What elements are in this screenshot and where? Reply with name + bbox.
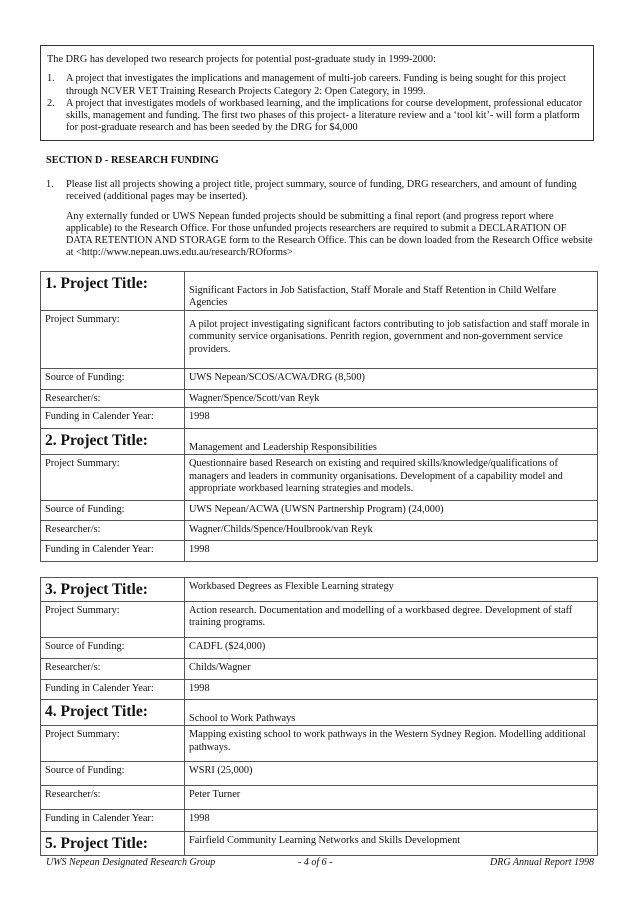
intro-list: [47, 73, 587, 134]
table-row: [41, 638, 598, 659]
year-label: Funding in Calender Year:: [41, 408, 185, 429]
project-summary: Action research. Documentation and modelling of a workbased degree. Development of staff training programs.: [185, 602, 598, 638]
year-label: Funding in Calender Year:: [41, 810, 185, 832]
project-summary: A pilot project investigating significant factors contributing to job satisfaction and staff morale in community service organisations. Penrith region, government and non-government service providers.: [185, 311, 598, 369]
researchers-label: Researcher/s:: [41, 390, 185, 408]
project-title: Management and Leadership Responsibilities: [185, 429, 598, 455]
instruction-text: Please list all projects showing a project title, project summary, source of funding, DRG researchers, and amount of funding received (additional pages may be inserted).: [66, 179, 577, 203]
table-row: [41, 578, 598, 602]
footer-left: UWS Nepean Designated Research Group: [46, 857, 216, 868]
table-row: [41, 272, 598, 311]
intro-item-number: 2.: [47, 97, 55, 109]
projects-table-2: [40, 577, 598, 856]
project-title-label: 1. Project Title:: [41, 272, 185, 311]
table-row: [41, 501, 598, 521]
project-researchers: Wagner/Childs/Spence/Houlbrook/van Reyk: [185, 521, 598, 541]
project-title-label: 4. Project Title:: [41, 700, 185, 726]
table-row: [41, 786, 598, 810]
project-researchers: Childs/Wagner: [185, 659, 598, 680]
table-row: [41, 602, 598, 638]
project-summary: Questionnaire based Research on existing and required skills/knowledge/qualifications of managers and leaders in community organisations. Development of a capability model and appropriate workbased learning strategies and models.: [185, 455, 598, 501]
intro-item-text: A project that investigates models of workbased learning, and the implications for course development, professional educator skills, management and funding. The first two phases of this project- a literature review and a ‘tool kit’- will form a platform for post-graduate research and has been seeded by the DRG for $4,000: [66, 97, 583, 134]
table-row: [41, 680, 598, 700]
table-row: [41, 659, 598, 680]
project-researchers: Wagner/Spence/Scott/van Reyk: [185, 390, 598, 408]
table-row: [41, 369, 598, 390]
table-row: [41, 541, 598, 562]
table-row: [41, 810, 598, 832]
source-label: Source of Funding:: [41, 638, 185, 659]
table-row: [41, 700, 598, 726]
project-source: WSRI (25,000): [185, 762, 598, 786]
intro-item-text: A project that investigates the implications and management of multi-job careers. Funding is being sought for this project through NCVER VET Training Research Projects Category 2: Open Category, in 1999.: [66, 73, 566, 97]
project-source: CADFL ($24,000): [185, 638, 598, 659]
project-researchers: Peter Turner: [185, 786, 598, 810]
summary-label: Project Summary:: [41, 311, 185, 369]
intro-item: [47, 73, 587, 98]
source-label: Source of Funding:: [41, 501, 185, 521]
summary-label: Project Summary:: [41, 602, 185, 638]
projects-table-1: [40, 271, 598, 562]
table-row: [41, 390, 598, 408]
intro-box: [40, 45, 594, 141]
year-label: Funding in Calender Year:: [41, 680, 185, 700]
project-title: Workbased Degrees as Flexible Learning strategy: [185, 578, 598, 602]
researchers-label: Researcher/s:: [41, 659, 185, 680]
researchers-label: Researcher/s:: [41, 786, 185, 810]
researchers-label: Researcher/s:: [41, 521, 185, 541]
intro-lead: The DRG has developed two research projects for potential post-graduate study in 1999-2000:: [47, 54, 436, 65]
project-source: UWS Nepean/ACWA (UWSN Partnership Program) (24,000): [185, 501, 598, 521]
instruction-number: 1.: [46, 179, 54, 190]
table-row: [41, 762, 598, 786]
project-summary: Mapping existing school to work pathways in the Western Sydney Region. Modelling additional pathways.: [185, 726, 598, 762]
project-title: School to Work Pathways: [185, 700, 598, 726]
project-title-label: 2. Project Title:: [41, 429, 185, 455]
section-instructions: [46, 179, 594, 267]
project-title: Fairfield Community Learning Networks and Skills Development: [185, 832, 598, 856]
footer-right: DRG Annual Report 1998: [490, 857, 594, 868]
table-row: [41, 832, 598, 856]
project-title-label: 3. Project Title:: [41, 578, 185, 602]
table-row: [41, 408, 598, 429]
table-row: [41, 311, 598, 369]
footer-page-number: - 4 of 6 -: [298, 857, 333, 868]
table-row: [41, 521, 598, 541]
section-heading: SECTION D - RESEARCH FUNDING: [46, 155, 219, 166]
instruction-note: Any externally funded or UWS Nepean funded projects should be submitting a final report (and progress report where applicable) to the Research Office. For those unfunded projects researchers are required to submit a DECLARATION OF DATA RETENTION AND STORAGE form to the Research Office. This can be down loaded from the Research Office website at <http://www.nepean.uws.edu.au/research/ROforms>: [66, 210, 593, 259]
table-row: [41, 726, 598, 762]
project-year: 1998: [185, 408, 598, 429]
summary-label: Project Summary:: [41, 726, 185, 762]
project-source: UWS Nepean/SCOS/ACWA/DRG (8,500): [185, 369, 598, 390]
summary-label: Project Summary:: [41, 455, 185, 501]
intro-item: [47, 98, 587, 135]
project-year: 1998: [185, 680, 598, 700]
project-year: 1998: [185, 810, 598, 832]
source-label: Source of Funding:: [41, 369, 185, 390]
project-title: Significant Factors in Job Satisfaction, Staff Morale and Staff Retention in Child Welfare Agencies: [185, 272, 598, 311]
project-title-label: 5. Project Title:: [41, 832, 185, 856]
source-label: Source of Funding:: [41, 762, 185, 786]
year-label: Funding in Calender Year:: [41, 541, 185, 562]
table-row: [41, 429, 598, 455]
table-row: [41, 455, 598, 501]
project-year: 1998: [185, 541, 598, 562]
intro-item-number: 1.: [47, 73, 55, 85]
